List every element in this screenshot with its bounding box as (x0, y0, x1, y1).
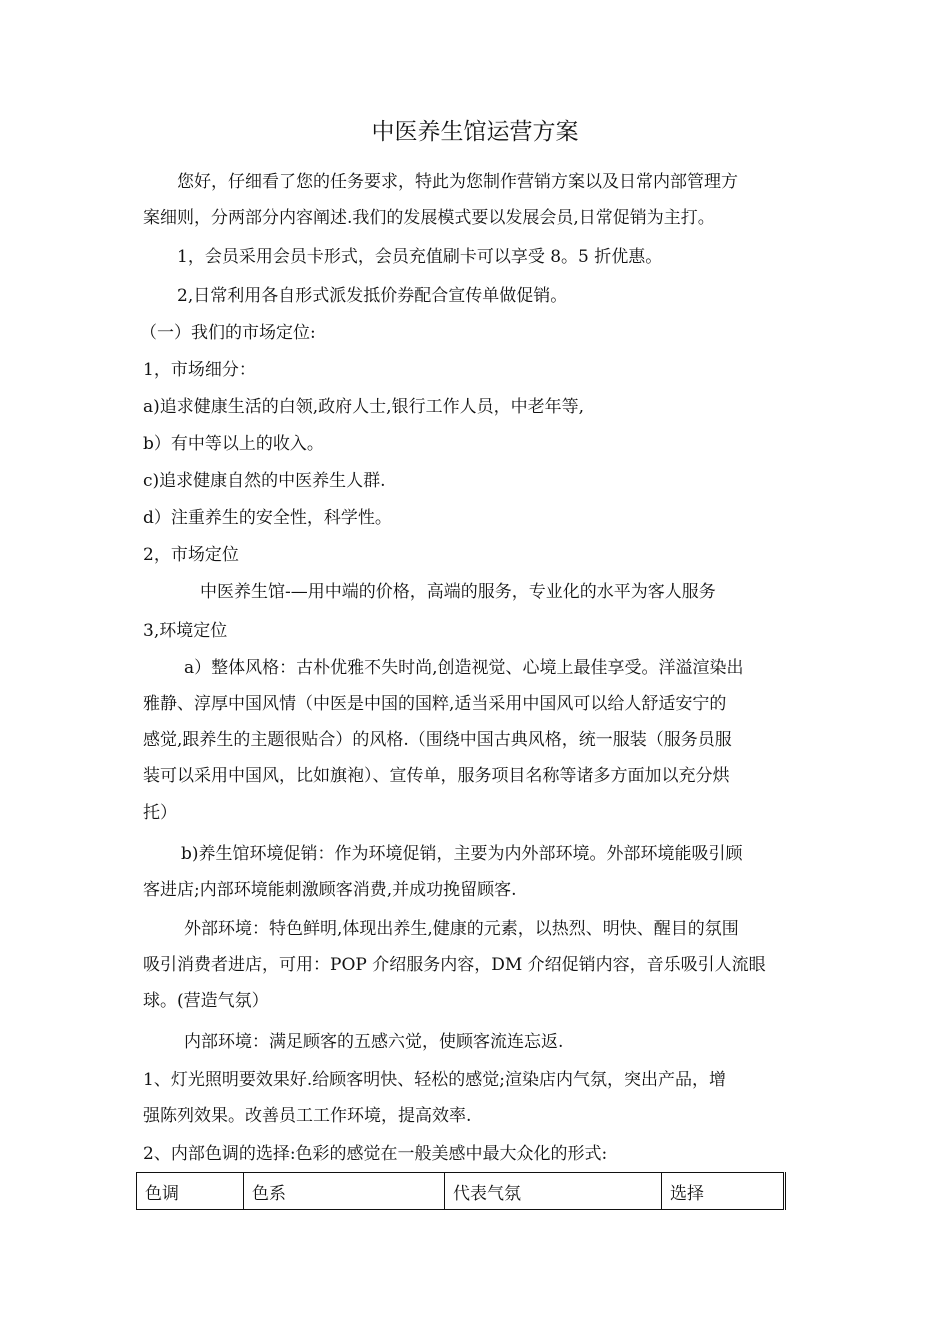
table-header-row (137, 1173, 785, 1210)
paragraph-line: a）整体风格：古朴优雅不失时尚,创造视觉、心境上最佳享受。洋溢渲染出 (184, 658, 744, 678)
paragraph-line: 吸引消费者进店，可用：POP 介绍服务内容，DM 介绍促销内容，音乐吸引人流眼 (143, 955, 766, 975)
paragraph-line: 2,日常利用各自形式派发抵价券配合宣传单做促销。 (177, 286, 568, 306)
paragraph-line: 客进店;内部环境能刺激顾客消费,并成功挽留顾客. (143, 880, 517, 900)
paragraph-line: 外部环境：特色鲜明,体现出养生,健康的元素，以热烈、明快、醒目的氛围 (184, 919, 739, 939)
paragraph-line: b)养生馆环境促销：作为环境促销，主要为内外部环境。外部环境能吸引顾 (181, 844, 743, 864)
table-header-cell: 代表气氛 (445, 1173, 662, 1210)
table-header-cell: 选择 (662, 1173, 785, 1210)
paragraph-line: 装可以采用中国风，比如旗袍）、宣传单，服务项目名称等诸多方面加以充分烘 (143, 766, 730, 786)
paragraph-line: 感觉,跟养生的主题很贴合）的风格.（围绕中国古典风格，统一服装（服务员服 (143, 730, 732, 750)
paragraph-line: 您好，仔细看了您的任务要求，特此为您制作营销方案以及日常内部管理方 (177, 172, 738, 192)
paragraph-line: 2、内部色调的选择:色彩的感觉在一般美感中最大众化的形式: (143, 1144, 608, 1164)
table-header-cell: 色系 (244, 1173, 445, 1210)
color-tone-table (136, 1172, 786, 1210)
list-item: d）注重养生的安全性，科学性。 (143, 508, 392, 528)
paragraph-line: 内部环境：满足顾客的五感六觉，使顾客流连忘返. (184, 1032, 564, 1052)
list-item: a)追求健康生活的白领,政府人士,银行工作人员，中老年等, (143, 397, 584, 417)
paragraph-line: 托） (143, 803, 177, 823)
paragraph-line: 1，市场细分： (143, 360, 256, 380)
paragraph-line: 案细则，分两部分内容阐述.我们的发展模式要以发展会员,日常促销为主打。 (143, 208, 715, 228)
paragraph-line: 雅静、淳厚中国风情（中医是中国的国粹,适当采用中国风可以给人舒适安宁的 (143, 694, 727, 714)
paragraph-line: 中医养生馆-—用中端的价格，高端的服务，专业化的水平为客人服务 (200, 582, 716, 602)
paragraph-line: 3,环境定位 (143, 621, 228, 641)
paragraph-line: 强陈列效果。改善员工工作环境，提高效率. (143, 1106, 472, 1126)
section-heading: （一）我们的市场定位: (140, 323, 316, 343)
paragraph-line: 1，会员采用会员卡形式，会员充值刷卡可以享受 8。5 折优惠。 (177, 247, 663, 267)
list-item: b）有中等以上的收入。 (143, 434, 324, 454)
paragraph-line: 2，市场定位 (143, 545, 239, 565)
list-item: c)追求健康自然的中医养生人群. (143, 471, 386, 491)
paragraph-line: 球。(营造气氛） (143, 991, 269, 1011)
table-header-cell: 色调 (137, 1173, 244, 1210)
document-title: 中医养生馆运营方案 (371, 119, 579, 145)
paragraph-line: 1、灯光照明要效果好.给顾客明快、轻松的感觉;渲染店内气氛，突出产品，增 (143, 1070, 726, 1090)
